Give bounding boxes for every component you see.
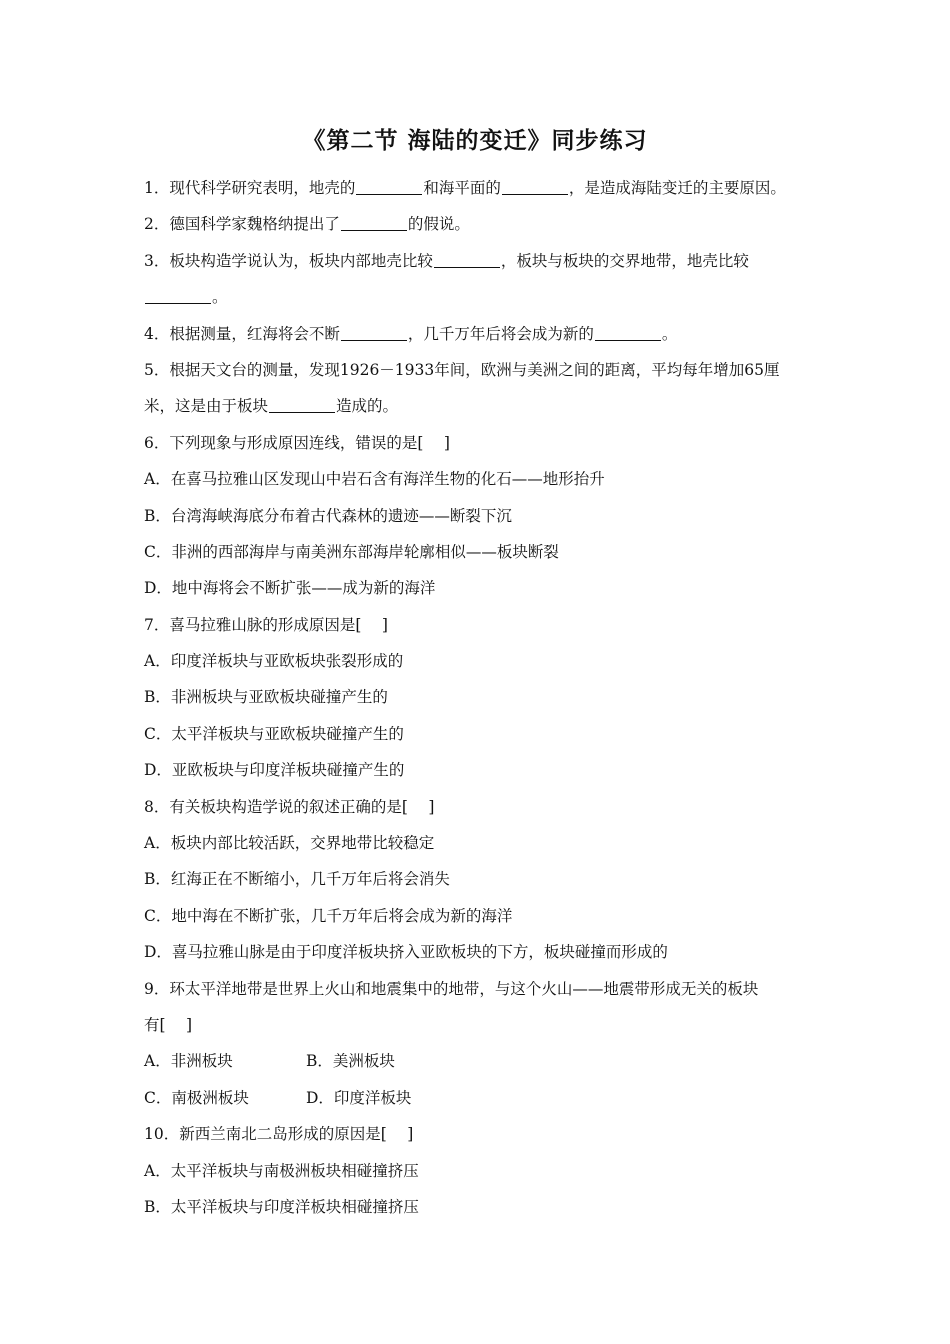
answer-blank[interactable] bbox=[341, 212, 407, 231]
question-8-stem: 8．有关板块构造学说的叙述正确的是[ ] bbox=[144, 797, 435, 816]
question-5 bbox=[144, 352, 824, 388]
question-10-stem: 10．新西兰南北二岛形成的原因是[ ] bbox=[144, 1125, 414, 1144]
question-text: 造成的。 bbox=[336, 397, 399, 416]
answer-blank[interactable] bbox=[356, 176, 422, 195]
question-text: 4．根据测量，红海将会不断 bbox=[144, 324, 340, 343]
question-9-stem-continued: 有[ ] bbox=[144, 1015, 193, 1034]
option-a[interactable]: A．非洲板块 bbox=[144, 1052, 233, 1071]
option-d[interactable]: D．印度洋板块 bbox=[306, 1088, 412, 1107]
page-title: 《第二节 海陆的变迁》同步练习 bbox=[302, 127, 648, 154]
question-1 bbox=[144, 170, 824, 206]
option-a[interactable]: A．板块内部比较活跃，交界地带比较稳定 bbox=[144, 834, 435, 853]
answer-blank[interactable] bbox=[269, 394, 335, 413]
question-text: 米，这是由于板块 bbox=[144, 397, 269, 416]
option-d[interactable]: D．亚欧板块与印度洋板块碰撞产生的 bbox=[144, 761, 405, 780]
question-text: ，几千万年后将会成为新的 bbox=[407, 324, 594, 343]
question-text: ，板块与板块的交界地带，地壳比较 bbox=[500, 251, 749, 270]
question-text: 。 bbox=[212, 288, 228, 307]
question-text: 1．现代科学研究表明，地壳的 bbox=[144, 179, 356, 197]
question-text: 5．根据天文台的测量，发现1926－1933年间，欧洲与美洲之间的距离，平均每年增加65厘 bbox=[144, 360, 780, 379]
option-d[interactable]: D．地中海将会不断扩张——成为新的海洋 bbox=[144, 579, 436, 598]
question-5-continued bbox=[144, 388, 824, 424]
question-9-stem: 9．环太平洋地带是世界上火山和地震集中的地带，与这个火山——地震带形成无关的板块 bbox=[144, 979, 759, 998]
option-row bbox=[144, 1080, 824, 1116]
option-b[interactable]: B．非洲板块与亚欧板块碰撞产生的 bbox=[144, 688, 388, 707]
question-3-continued bbox=[144, 279, 824, 315]
option-c[interactable]: C．非洲的西部海岸与南美洲东部海岸轮廓相似——板块断裂 bbox=[144, 542, 559, 561]
option-b[interactable]: B．台湾海峡海底分布着古代森林的遗迹——断裂下沉 bbox=[144, 506, 512, 525]
option-a[interactable]: A．在喜马拉雅山区发现山中岩石含有海洋生物的化石——地形抬升 bbox=[144, 470, 605, 489]
question-7-stem: 7．喜马拉雅山脉的形成原因是[ ] bbox=[144, 615, 388, 634]
answer-blank[interactable] bbox=[341, 322, 407, 341]
option-c[interactable]: C．太平洋板块与亚欧板块碰撞产生的 bbox=[144, 724, 404, 743]
answer-blank[interactable] bbox=[434, 249, 500, 268]
question-text: 和海平面的 bbox=[423, 179, 501, 197]
option-c[interactable]: C．地中海在不断扩张，几千万年后将会成为新的海洋 bbox=[144, 906, 513, 925]
answer-blank[interactable] bbox=[595, 322, 661, 341]
option-b[interactable]: B．太平洋板块与印度洋板块相碰撞挤压 bbox=[144, 1197, 419, 1216]
option-row bbox=[144, 1043, 824, 1079]
question-text: 。 bbox=[661, 324, 678, 343]
question-text: 3．板块构造学说认为，板块内部地壳比较 bbox=[144, 251, 433, 270]
exercise-list bbox=[144, 170, 824, 1225]
option-b[interactable]: B．美洲板块 bbox=[306, 1052, 395, 1071]
option-a[interactable]: A．印度洋板块与亚欧板块张裂形成的 bbox=[144, 652, 404, 671]
question-6-stem: 6．下列现象与形成原因连线，错误的是[ ] bbox=[144, 433, 450, 452]
question-3 bbox=[144, 243, 824, 279]
answer-blank[interactable] bbox=[145, 285, 211, 304]
option-d[interactable]: D．喜马拉雅山脉是由于印度洋板块挤入亚欧板块的下方，板块碰撞而形成的 bbox=[144, 943, 668, 962]
question-text: 的假说。 bbox=[407, 215, 470, 234]
question-2 bbox=[144, 206, 824, 242]
answer-blank[interactable] bbox=[502, 176, 568, 195]
question-text: ，是造成海陆变迁的主要原因。 bbox=[568, 179, 786, 197]
question-4 bbox=[144, 316, 824, 352]
option-c[interactable]: C．南极洲板块 bbox=[144, 1088, 249, 1107]
option-b[interactable]: B．红海正在不断缩小，几千万年后将会消失 bbox=[144, 870, 450, 889]
option-a[interactable]: A．太平洋板块与南极洲板块相碰撞挤压 bbox=[144, 1161, 419, 1180]
question-text: 2．德国科学家魏格纳提出了 bbox=[144, 215, 340, 234]
